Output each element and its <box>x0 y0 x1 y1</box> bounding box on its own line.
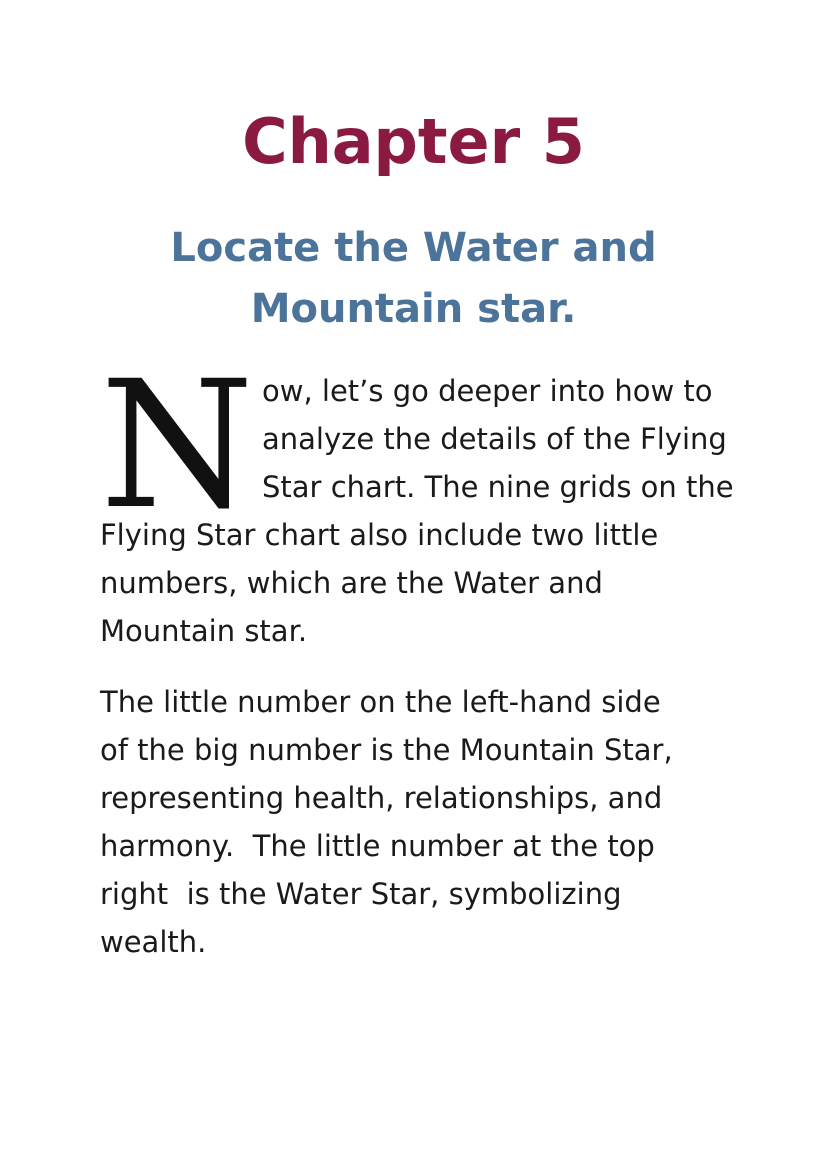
paragraph-line: The little number on the left-hand side <box>100 685 661 719</box>
chapter-title: Chapter 5 <box>242 105 585 178</box>
paragraph-intro <box>100 343 740 655</box>
paragraph-line: representing health, relationships, and <box>100 781 663 815</box>
paragraph-line: ow, let’s go deeper into how to <box>262 374 713 408</box>
subtitle-line: Mountain star. <box>250 286 577 332</box>
chapter-subtitle <box>40 218 787 340</box>
paragraph-line: Mountain star. <box>100 614 308 648</box>
paragraph-line: wealth. <box>100 925 207 959</box>
paragraph-line: harmony. The little number at the top <box>100 829 655 863</box>
paragraph-line: Flying Star chart also include two little <box>100 518 659 552</box>
paragraph-line: numbers, which are the Water and <box>100 566 603 600</box>
paragraph-line: analyze the details of the Flying <box>262 422 727 456</box>
paragraph-line: right is the Water Star, symbolizing <box>100 877 622 911</box>
paragraph-line: Star chart. The nine grids on the <box>262 470 734 504</box>
subtitle-line: Locate the Water and <box>170 225 657 271</box>
drop-cap: N <box>100 343 254 548</box>
paragraph-stars <box>100 678 740 966</box>
paragraph-line: of the big number is the Mountain Star, <box>100 733 673 767</box>
